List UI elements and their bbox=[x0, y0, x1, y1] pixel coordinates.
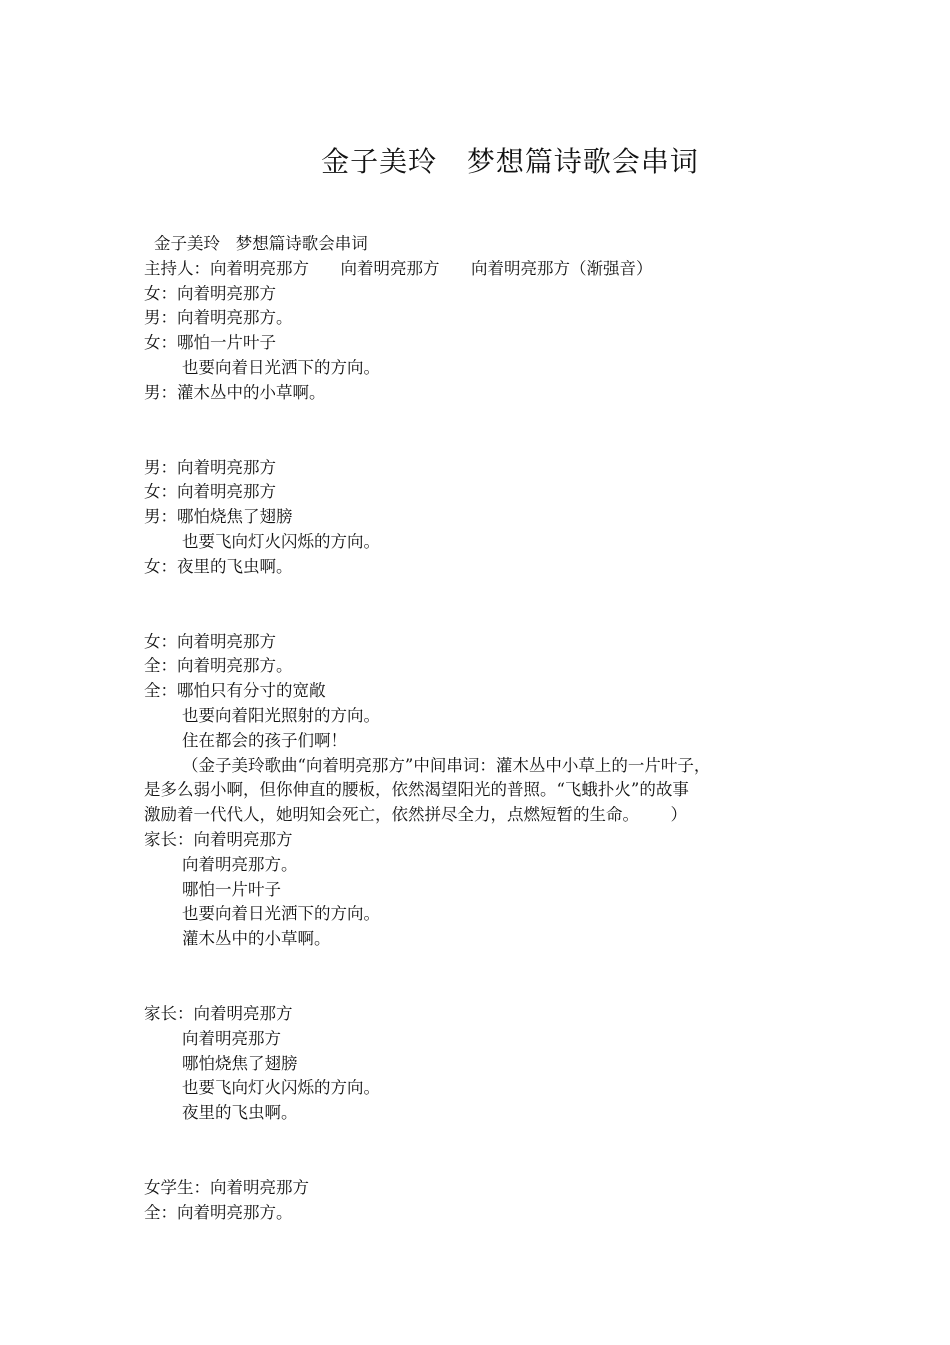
section-gap bbox=[144, 1126, 784, 1176]
script-line: 哪怕烧焦了翅膀 bbox=[182, 1053, 298, 1073]
script-line: 女：向着明亮那方 bbox=[144, 631, 276, 651]
script-line: 女：夜里的飞虫啊。 bbox=[144, 556, 293, 576]
script-section bbox=[144, 456, 784, 580]
script-line: 也要飞向灯火闪烁的方向。 bbox=[182, 1078, 380, 1098]
script-line: 也要向着日光洒下的方向。 bbox=[182, 357, 380, 377]
document-title: 金子美玲 梦想篇诗歌会串词 bbox=[321, 145, 699, 178]
script-section bbox=[144, 630, 784, 952]
script-line: 家长：向着明亮那方 bbox=[144, 1003, 293, 1023]
document-body bbox=[144, 232, 784, 1226]
section-gap bbox=[144, 952, 784, 1002]
script-section bbox=[144, 257, 784, 406]
script-line: （金子美玲歌曲“向着明亮那方”中间串词：灌木丛中小草上的一片叶子， bbox=[182, 755, 711, 775]
script-sections bbox=[144, 257, 784, 1226]
script-line: 家长：向着明亮那方 bbox=[144, 829, 293, 849]
script-line: 也要向着阳光照射的方向。 bbox=[182, 705, 380, 725]
script-line: 男：向着明亮那方 bbox=[144, 457, 276, 477]
script-line: 哪怕一片叶子 bbox=[182, 879, 281, 899]
script-line: 女：哪怕一片叶子 bbox=[144, 333, 276, 353]
script-line: 激励着一代代人，她明知会死亡，依然拼尽全力，点燃短暂的生命。 ） bbox=[144, 805, 687, 825]
script-line: 全：向着明亮那方。 bbox=[144, 1202, 293, 1222]
script-line: 全：向着明亮那方。 bbox=[144, 656, 293, 676]
script-line: 男：哪怕烧焦了翅膀 bbox=[144, 507, 293, 527]
section-gap bbox=[144, 406, 784, 456]
script-line: 全：哪怕只有分寸的宽敞 bbox=[144, 681, 326, 701]
script-section bbox=[144, 1176, 784, 1226]
script-line: 男：向着明亮那方。 bbox=[144, 308, 293, 328]
script-line: 女：向着明亮那方 bbox=[144, 283, 276, 303]
script-line: 男：灌木丛中的小草啊。 bbox=[144, 382, 326, 402]
script-line: 也要向着日光洒下的方向。 bbox=[182, 904, 380, 924]
section-gap bbox=[144, 580, 784, 630]
script-line: 灌木丛中的小草啊。 bbox=[182, 929, 331, 949]
script-line: 是多么弱小啊，但你伸直的腰板，依然渴望阳光的普照。“飞蛾扑火”的故事 bbox=[144, 780, 689, 800]
script-line: 女：向着明亮那方 bbox=[144, 482, 276, 502]
document-subtitle: 金子美玲 梦想篇诗歌会串词 bbox=[154, 234, 368, 253]
script-line: 主持人：向着明亮那方 向着明亮那方 向着明亮那方（渐强音） bbox=[144, 258, 653, 278]
script-line: 住在都会的孩子们啊！ bbox=[182, 730, 347, 750]
script-line: 向着明亮那方 bbox=[182, 1028, 281, 1048]
script-line: 向着明亮那方。 bbox=[182, 854, 298, 874]
script-line: 女学生：向着明亮那方 bbox=[144, 1177, 309, 1197]
script-line: 也要飞向灯火闪烁的方向。 bbox=[182, 531, 380, 551]
script-section bbox=[144, 1002, 784, 1126]
script-line: 夜里的飞虫啊。 bbox=[182, 1103, 298, 1123]
